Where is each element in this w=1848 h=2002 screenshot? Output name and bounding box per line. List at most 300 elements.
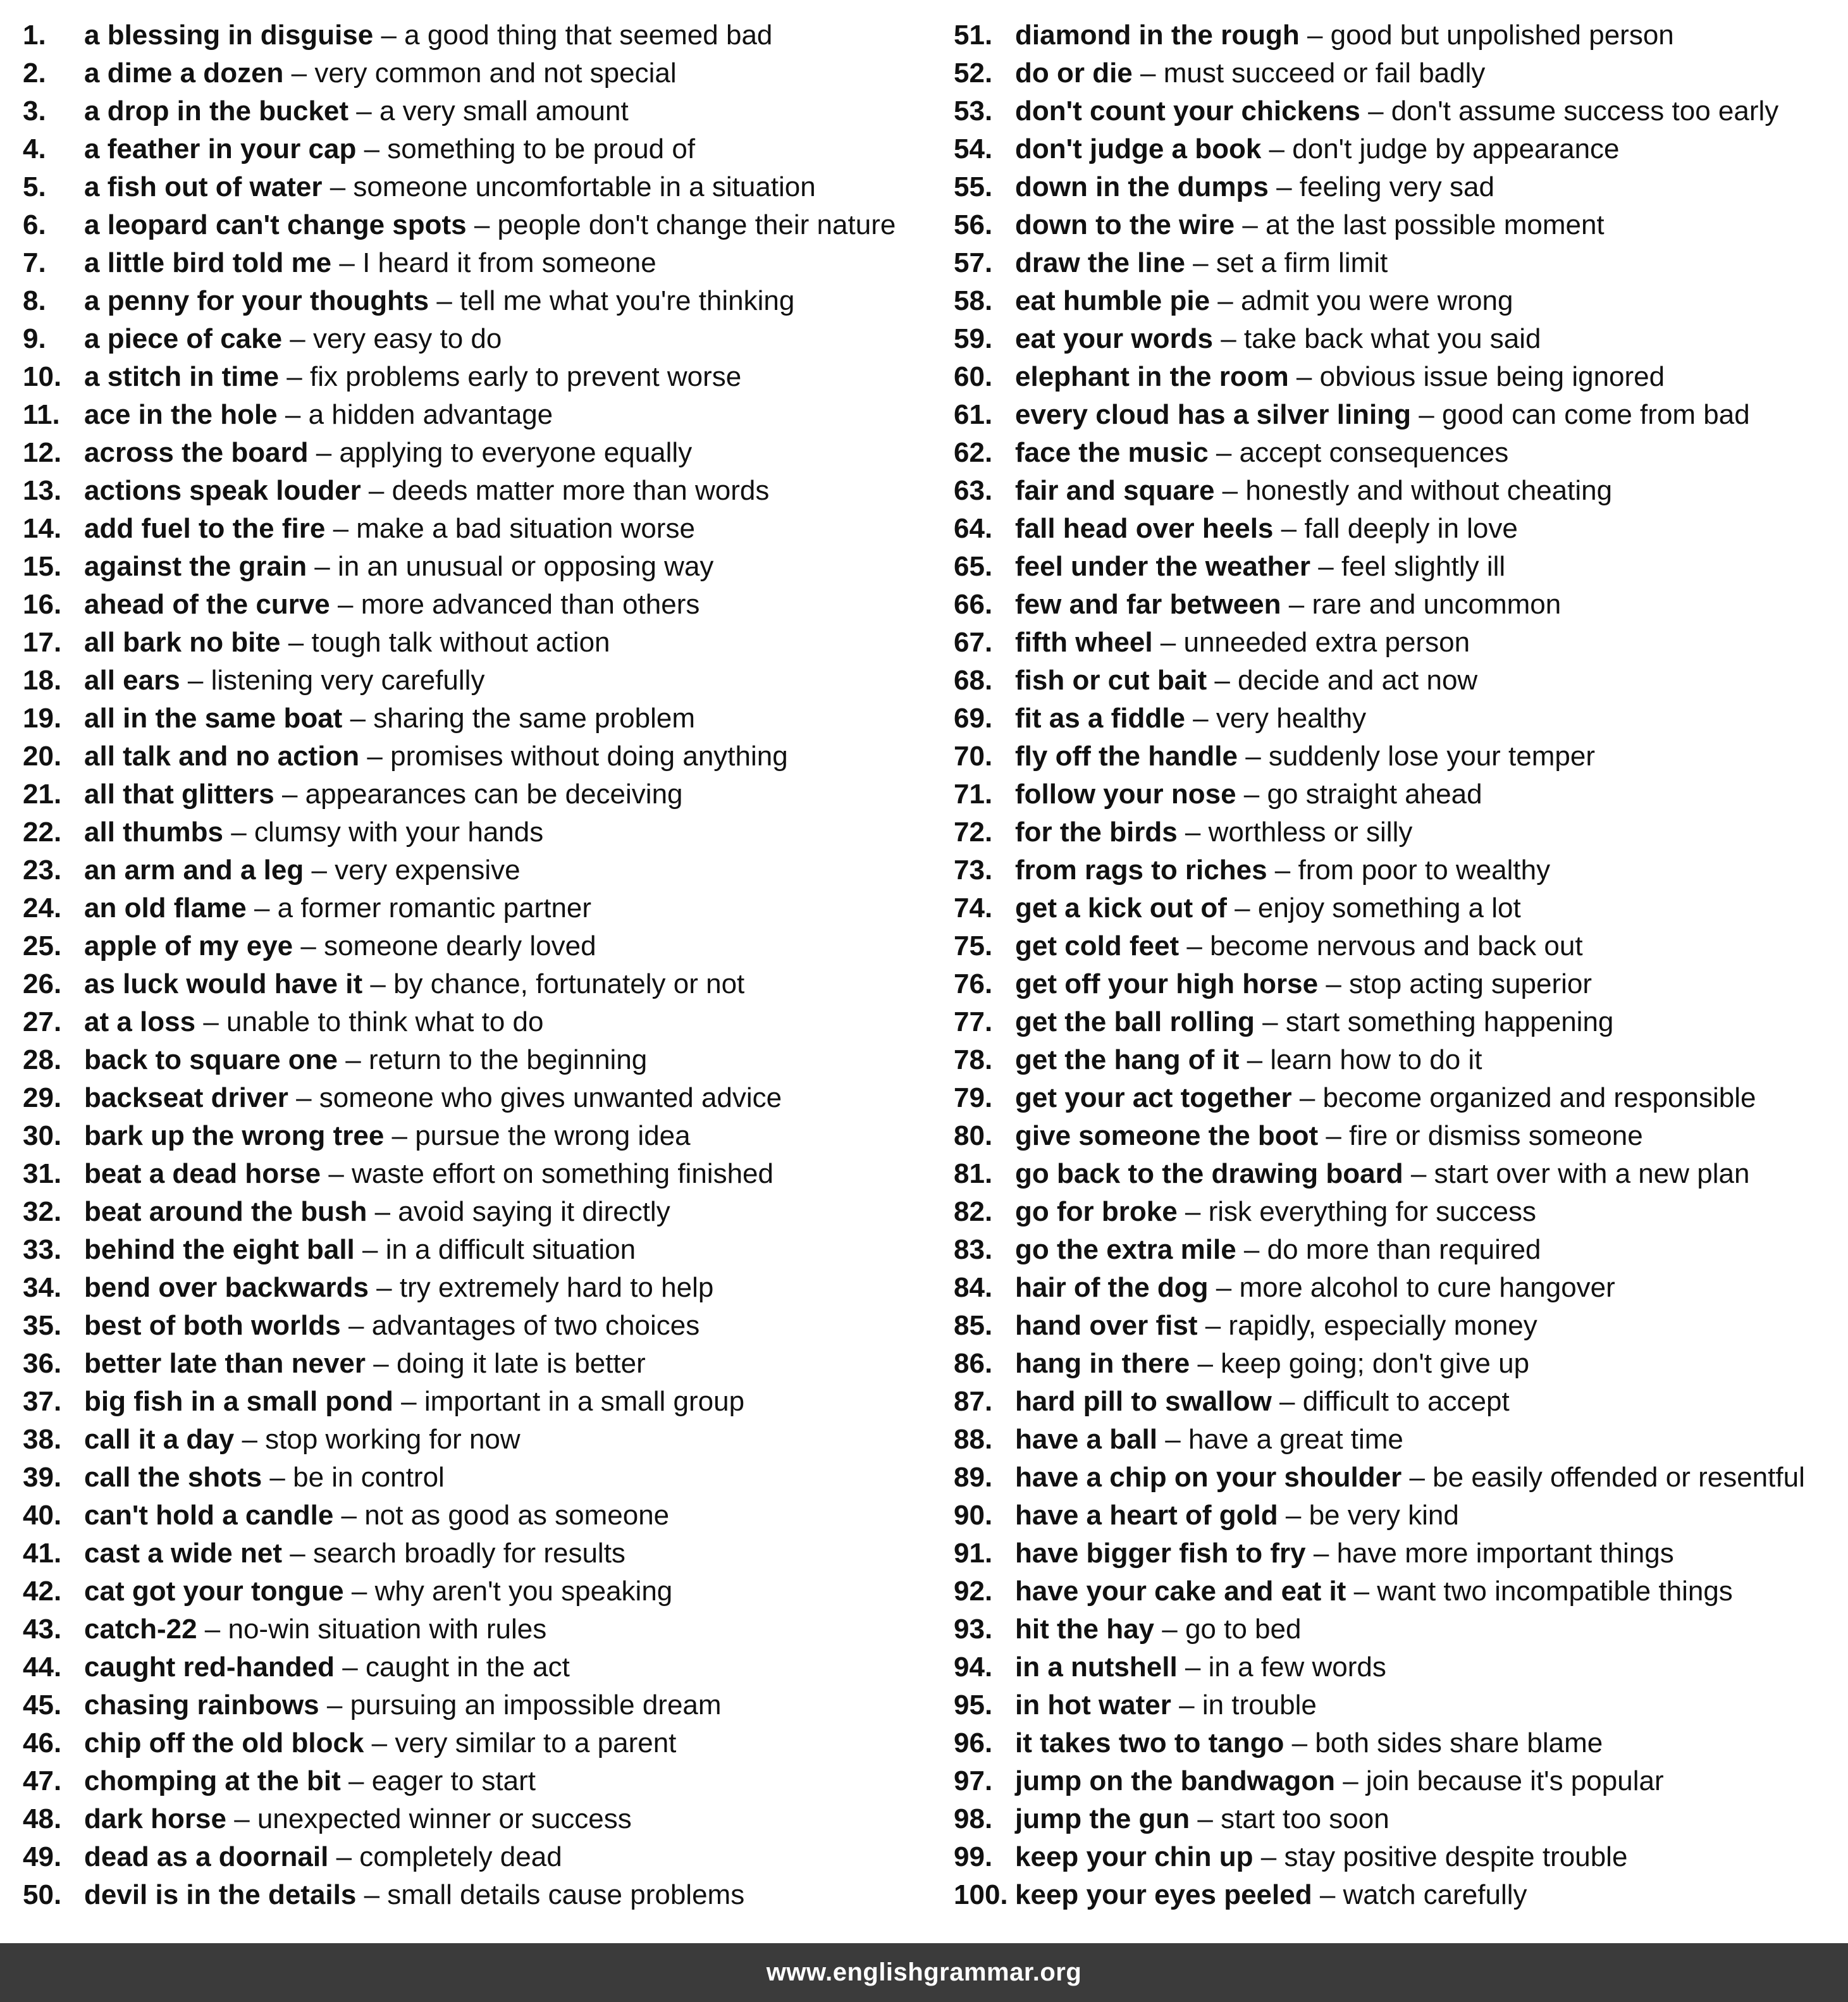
idiom-separator: – [1177, 1652, 1209, 1683]
idiom-number: 77. [954, 1006, 993, 1037]
idiom-term: down in the dumps [1015, 171, 1269, 202]
idiom-number: 3. [23, 96, 46, 127]
idiom-separator: – [1254, 1006, 1286, 1037]
idiom-definition: keep going; don't give up [1221, 1348, 1530, 1379]
idiom-term: an old flame [84, 893, 247, 924]
idiom-entry [954, 359, 1848, 397]
idiom-entry [954, 549, 1848, 587]
idiom-number: 95. [954, 1690, 993, 1721]
idiom-separator: – [1318, 1120, 1350, 1151]
idiom-number: 6. [23, 209, 46, 240]
idiom-term: a dime a dozen [84, 58, 284, 89]
idiom-term: hand over fist [1015, 1310, 1198, 1341]
idiom-entry [954, 283, 1848, 321]
idiom-text [84, 1042, 647, 1078]
idiom-separator: – [322, 171, 354, 202]
idiom-separator: – [340, 1765, 372, 1796]
idiom-separator: – [1185, 247, 1216, 278]
idiom-term: cat got your tongue [84, 1576, 344, 1607]
idiom-entry [23, 1270, 946, 1308]
idiom-entry [954, 853, 1848, 891]
idiom-separator: – [180, 665, 211, 696]
idiom-entry [954, 245, 1848, 283]
idiom-separator: – [1268, 171, 1300, 202]
idiom-definition: pursuing an impossible dream [350, 1690, 722, 1721]
idiom-number: 60. [954, 361, 993, 392]
footer-bar [0, 1943, 1848, 2002]
idiom-term: at a loss [84, 1006, 196, 1037]
idiom-entry [23, 435, 946, 473]
idiom-term: don't count your chickens [1015, 96, 1360, 127]
idiom-separator: – [1179, 930, 1210, 961]
idiom-text [1015, 815, 1412, 850]
idiom-number: 66. [954, 589, 993, 620]
idiom-term: diamond in the rough [1015, 20, 1300, 51]
idiom-number: 52. [954, 58, 993, 89]
idiom-separator: – [393, 1386, 424, 1417]
idiom-term: go back to the drawing board [1015, 1158, 1403, 1189]
idiom-number: 48. [23, 1803, 62, 1834]
idiom-term: in a nutshell [1015, 1652, 1178, 1683]
idiom-number: 37. [23, 1386, 62, 1417]
idiom-entry [954, 207, 1848, 245]
idiom-term: get cold feet [1015, 930, 1180, 961]
idiom-text [84, 1194, 670, 1230]
idiom-definition: fall deeply in love [1304, 513, 1518, 544]
idiom-definition: feel slightly ill [1341, 551, 1506, 582]
idiom-separator: – [1210, 285, 1241, 316]
idiom-separator: – [277, 399, 309, 430]
idiom-definition: have more important things [1336, 1538, 1674, 1569]
idiom-definition: at the last possible moment [1266, 209, 1605, 240]
idiom-text [1015, 1764, 1664, 1799]
idiom-text [1015, 283, 1513, 319]
idiom-text [1015, 929, 1583, 964]
idiom-definition: want two incompatible things [1377, 1576, 1733, 1607]
idiom-number: 79. [954, 1082, 993, 1113]
idiom-entry [954, 929, 1848, 967]
idiom-number: 87. [954, 1386, 993, 1417]
idiom-number: 14. [23, 513, 62, 544]
idiom-text [84, 1839, 562, 1875]
idiom-entry [954, 1801, 1848, 1839]
idiom-separator: – [335, 1652, 366, 1683]
idiom-definition: more alcohol to cure hangover [1239, 1272, 1615, 1303]
idiom-separator: – [307, 551, 338, 582]
idiom-separator: – [1310, 551, 1341, 582]
idiom-term: across the board [84, 437, 309, 468]
idiom-number: 29. [23, 1082, 62, 1113]
idiom-definition: a good thing that seemed bad [404, 20, 773, 51]
idiom-text [84, 435, 692, 471]
idiom-text [84, 1688, 722, 1723]
idiom-text [84, 1764, 536, 1799]
idiom-entry [23, 1498, 946, 1536]
idiom-definition: go straight ahead [1267, 779, 1482, 810]
idiom-entry [23, 18, 946, 56]
idiom-definition: listening very carefully [211, 665, 485, 696]
idiom-number: 74. [954, 893, 993, 924]
idiom-term: backseat driver [84, 1082, 288, 1113]
idiom-text [1015, 663, 1477, 698]
idiom-term: hit the hay [1015, 1614, 1155, 1645]
idiom-entry [954, 1384, 1848, 1422]
idiom-term: fair and square [1015, 475, 1215, 506]
idiom-term: apple of my eye [84, 930, 293, 961]
idiom-text [1015, 1877, 1527, 1913]
idiom-text [1015, 1460, 1805, 1495]
idiom-term: get off your high horse [1015, 968, 1319, 999]
idiom-term: fit as a fiddle [1015, 703, 1185, 734]
idiom-number: 96. [954, 1727, 993, 1758]
idiom-separator: – [1214, 475, 1246, 506]
idiom-definition: a very small amount [379, 96, 629, 127]
idiom-column-left [23, 18, 946, 1915]
idiom-term: jump the gun [1015, 1803, 1190, 1834]
idiom-separator: – [274, 779, 305, 810]
idiom-text [84, 511, 695, 547]
idiom-term: have your cake and eat it [1015, 1576, 1346, 1607]
idiom-separator: – [226, 1803, 257, 1834]
idiom-separator: – [279, 361, 310, 392]
idiom-entry [23, 473, 946, 511]
idiom-number: 41. [23, 1538, 62, 1569]
idiom-text [84, 1384, 744, 1419]
idiom-number: 71. [954, 779, 993, 810]
idiom-number: 16. [23, 589, 62, 620]
idiom-text [84, 815, 543, 850]
idiom-text [1015, 1118, 1643, 1154]
idiom-separator: – [1208, 1272, 1240, 1303]
idiom-definition: be very kind [1309, 1500, 1459, 1531]
idiom-definition: good but unpolished person [1330, 20, 1674, 51]
idiom-entry [954, 435, 1848, 473]
idiom-entry [23, 1877, 946, 1915]
idiom-number: 44. [23, 1652, 62, 1683]
idiom-number: 73. [954, 855, 993, 886]
idiom-separator: – [328, 1841, 360, 1872]
idiom-number: 38. [23, 1424, 62, 1455]
idiom-definition: people don't change their nature [497, 209, 896, 240]
idiom-definition: a hidden advantage [308, 399, 553, 430]
idiom-entry [23, 1346, 946, 1384]
idiom-text [1015, 1688, 1317, 1723]
idiom-number: 81. [954, 1158, 993, 1189]
idiom-term: ahead of the curve [84, 589, 330, 620]
idiom-separator: – [1207, 665, 1238, 696]
idiom-definition: join because it's popular [1365, 1765, 1664, 1796]
idiom-number: 58. [954, 285, 993, 316]
idiom-text [84, 132, 695, 167]
idiom-definition: in an unusual or opposing way [338, 551, 714, 582]
idiom-entry [954, 777, 1848, 815]
idiom-number: 56. [954, 209, 993, 240]
idiom-definition: don't judge by appearance [1292, 133, 1620, 164]
idiom-entry [23, 967, 946, 1004]
idiom-definition: not as good as someone [364, 1500, 670, 1531]
idiom-text [84, 587, 699, 622]
idiom-entry [954, 815, 1848, 853]
idiom-entry [23, 1004, 946, 1042]
idiom-definition: both sides share blame [1315, 1727, 1603, 1758]
idiom-definition: promises without doing anything [390, 741, 788, 772]
idiom-definition: take back what you said [1243, 323, 1541, 354]
idiom-entry [23, 1384, 946, 1422]
idiom-entry [23, 1726, 946, 1764]
idiom-separator: – [1238, 741, 1269, 772]
idiom-text [1015, 1612, 1301, 1647]
idiom-entry [23, 663, 946, 701]
idiom-entry [954, 1726, 1848, 1764]
idiom-separator: – [223, 817, 254, 848]
idiom-term: have a ball [1015, 1424, 1158, 1455]
idiom-text [84, 18, 772, 53]
idiom-number: 49. [23, 1841, 62, 1872]
idiom-separator: – [360, 475, 392, 506]
idiom-separator: – [367, 1196, 398, 1227]
idiom-text [1015, 435, 1508, 471]
idiom-separator: – [1185, 703, 1216, 734]
idiom-number: 53. [954, 96, 993, 127]
idiom-number: 28. [23, 1044, 62, 1075]
idiom-definition: from poor to wealthy [1298, 855, 1551, 886]
idiom-separator: – [1197, 1310, 1229, 1341]
idiom-number: 65. [954, 551, 993, 582]
idiom-entry [23, 56, 946, 94]
idiom-number: 99. [954, 1841, 993, 1872]
idiom-number: 26. [23, 968, 62, 999]
idiom-definition: fire or dismiss someone [1349, 1120, 1643, 1151]
idiom-definition: obvious issue being ignored [1319, 361, 1665, 392]
idiom-text [1015, 1004, 1613, 1040]
idiom-definition: a former romantic partner [277, 893, 592, 924]
idiom-separator: – [304, 855, 335, 886]
idiom-term: best of both worlds [84, 1310, 341, 1341]
idiom-separator: – [348, 96, 379, 127]
idiom-number: 46. [23, 1727, 62, 1758]
idiom-definition: honestly and without cheating [1245, 475, 1613, 506]
idiom-text [1015, 967, 1592, 1002]
idiom-number: 57. [954, 247, 993, 278]
idiom-entry [23, 587, 946, 625]
idiom-text [84, 929, 596, 964]
idiom-separator: – [325, 513, 357, 544]
idiom-text [1015, 1042, 1482, 1078]
idiom-term: catch-22 [84, 1614, 197, 1645]
idiom-term: chasing rainbows [84, 1690, 319, 1721]
idiom-definition: unneeded extra person [1183, 627, 1470, 658]
idiom-definition: must succeed or fail badly [1163, 58, 1486, 89]
idiom-number: 92. [954, 1576, 993, 1607]
idiom-text [1015, 549, 1505, 584]
idiom-term: a little bird told me [84, 247, 332, 278]
idiom-entry [23, 1574, 946, 1612]
idiom-text [1015, 739, 1595, 774]
idiom-text [1015, 587, 1561, 622]
idiom-number: 50. [23, 1879, 62, 1910]
footer-url[interactable]: www.englishgrammar.org [766, 1958, 1082, 1986]
idiom-term: call it a day [84, 1424, 235, 1455]
idiom-separator: – [321, 1158, 352, 1189]
idiom-entry [954, 1080, 1848, 1118]
idiom-text [1015, 359, 1665, 395]
idiom-definition: make a bad situation worse [356, 513, 695, 544]
idiom-separator: – [1154, 1614, 1185, 1645]
idiom-text [1015, 1384, 1510, 1419]
idiom-entry [23, 549, 946, 587]
idiom-entry [954, 701, 1848, 739]
idiom-separator: – [340, 1310, 372, 1341]
idiom-definition: have a great time [1188, 1424, 1403, 1455]
idiom-entry [23, 1156, 946, 1194]
idiom-number: 61. [954, 399, 993, 430]
idiom-number: 70. [954, 741, 993, 772]
idiom-entry [23, 283, 946, 321]
idiom-number: 33. [23, 1234, 62, 1265]
idiom-separator: – [1346, 1576, 1377, 1607]
idiom-number: 78. [954, 1044, 993, 1075]
idiom-term: against the grain [84, 551, 307, 582]
idiom-text [1015, 473, 1612, 509]
idiom-definition: very common and not special [314, 58, 677, 89]
idiom-definition: very expensive [335, 855, 521, 886]
idiom-text [84, 1460, 445, 1495]
idiom-text [84, 1308, 699, 1344]
idiom-separator: – [343, 1576, 375, 1607]
idiom-term: a fish out of water [84, 171, 323, 202]
idiom-definition: completely dead [359, 1841, 562, 1872]
idiom-text [84, 1004, 543, 1040]
idiom-definition: go to bed [1185, 1614, 1302, 1645]
idiom-separator: – [1212, 323, 1244, 354]
idiom-separator: – [331, 247, 363, 278]
idiom-separator: – [1177, 1196, 1209, 1227]
idiom-term: draw the line [1015, 247, 1185, 278]
idiom-definition: very easy to do [313, 323, 502, 354]
idiom-number: 72. [954, 817, 993, 848]
idiom-number: 10. [23, 361, 62, 392]
idiom-separator: – [1236, 779, 1267, 810]
idiom-number: 24. [23, 893, 62, 924]
idiom-separator: – [1278, 1500, 1309, 1531]
idiom-number: 7. [23, 247, 46, 278]
idiom-number: 39. [23, 1462, 62, 1493]
idiom-entry [954, 1536, 1848, 1574]
idiom-term: an arm and a leg [84, 855, 304, 886]
idiom-separator: – [429, 285, 460, 316]
idiom-separator: – [373, 20, 405, 51]
idiom-number: 5. [23, 171, 46, 202]
idiom-entry [23, 1688, 946, 1726]
idiom-number: 25. [23, 930, 62, 961]
idiom-definition: become organized and responsible [1322, 1082, 1756, 1113]
idiom-separator: – [1288, 361, 1320, 392]
idiom-definition: tell me what you're thinking [460, 285, 795, 316]
idiom-definition: small details cause problems [387, 1879, 745, 1910]
idiom-text [84, 283, 794, 319]
idiom-separator: – [362, 968, 394, 999]
idiom-number: 59. [954, 323, 993, 354]
idiom-definition: unexpected winner or success [257, 1803, 632, 1834]
idiom-entry [954, 1346, 1848, 1384]
idiom-definition: advantages of two choices [371, 1310, 700, 1341]
idiom-definition: fix problems early to prevent worse [310, 361, 742, 392]
idiom-separator: – [1305, 1538, 1337, 1569]
idiom-term: keep your chin up [1015, 1841, 1254, 1872]
idiom-text [84, 967, 744, 1002]
idiom-number: 51. [954, 20, 993, 51]
idiom-text [84, 170, 816, 205]
idiom-term: hard pill to swallow [1015, 1386, 1272, 1417]
idiom-entry [954, 1004, 1848, 1042]
idiom-text [1015, 1422, 1403, 1457]
idiom-entry [23, 1839, 946, 1877]
idiom-definition: decide and act now [1238, 665, 1478, 696]
idiom-entry [954, 891, 1848, 929]
idiom-term: better late than never [84, 1348, 366, 1379]
idiom-separator: – [333, 1500, 365, 1531]
idiom-term: a drop in the bucket [84, 96, 349, 127]
idiom-text [84, 1156, 773, 1192]
idiom-term: chip off the old block [84, 1727, 364, 1758]
idiom-definition: eager to start [371, 1765, 536, 1796]
idiom-definition: start too soon [1221, 1803, 1389, 1834]
idiom-separator: – [1226, 893, 1258, 924]
idiom-definition: very healthy [1216, 703, 1367, 734]
idiom-entry [23, 359, 946, 397]
idiom-separator: – [282, 323, 313, 354]
idiom-text [84, 1801, 632, 1837]
idiom-number: 8. [23, 285, 46, 316]
idiom-definition: by chance, fortunately or not [393, 968, 745, 999]
idiom-term: from rags to riches [1015, 855, 1267, 886]
idiom-definition: in a difficult situation [385, 1234, 636, 1265]
idiom-term: do or die [1015, 58, 1133, 89]
idiom-entry [23, 815, 946, 853]
idiom-term: a leopard can't change spots [84, 209, 467, 240]
idiom-separator: – [359, 741, 391, 772]
idiom-term: beat around the bush [84, 1196, 367, 1227]
idiom-definition: worthless or silly [1208, 817, 1413, 848]
idiom-term: face the music [1015, 437, 1209, 468]
idiom-text [1015, 170, 1494, 205]
idiom-text [1015, 18, 1674, 53]
idiom-number: 55. [954, 171, 993, 202]
idiom-entry [954, 321, 1848, 359]
idiom-definition: appearances can be deceiving [305, 779, 683, 810]
idiom-entry [23, 1194, 946, 1232]
idiom-text [84, 473, 769, 509]
idiom-term: for the birds [1015, 817, 1178, 848]
idiom-definition: sharing the same problem [373, 703, 695, 734]
idiom-text [1015, 511, 1518, 547]
idiom-entry [954, 1194, 1848, 1232]
idiom-separator: – [1403, 1158, 1434, 1189]
idiom-definition: return to the beginning [368, 1044, 648, 1075]
idiom-number: 88. [954, 1424, 993, 1455]
idiom-term: eat humble pie [1015, 285, 1210, 316]
idiom-number: 47. [23, 1765, 62, 1796]
idiom-separator: – [1284, 1727, 1315, 1758]
idiom-number: 54. [954, 133, 993, 164]
idiom-definition: suddenly lose your temper [1268, 741, 1595, 772]
idiom-separator: – [308, 437, 340, 468]
idiom-entry [954, 587, 1848, 625]
idiom-text [84, 625, 610, 660]
idiom-definition: search broadly for results [312, 1538, 625, 1569]
idiom-separator: – [1318, 968, 1350, 999]
idiom-definition: doing it late is better [396, 1348, 646, 1379]
